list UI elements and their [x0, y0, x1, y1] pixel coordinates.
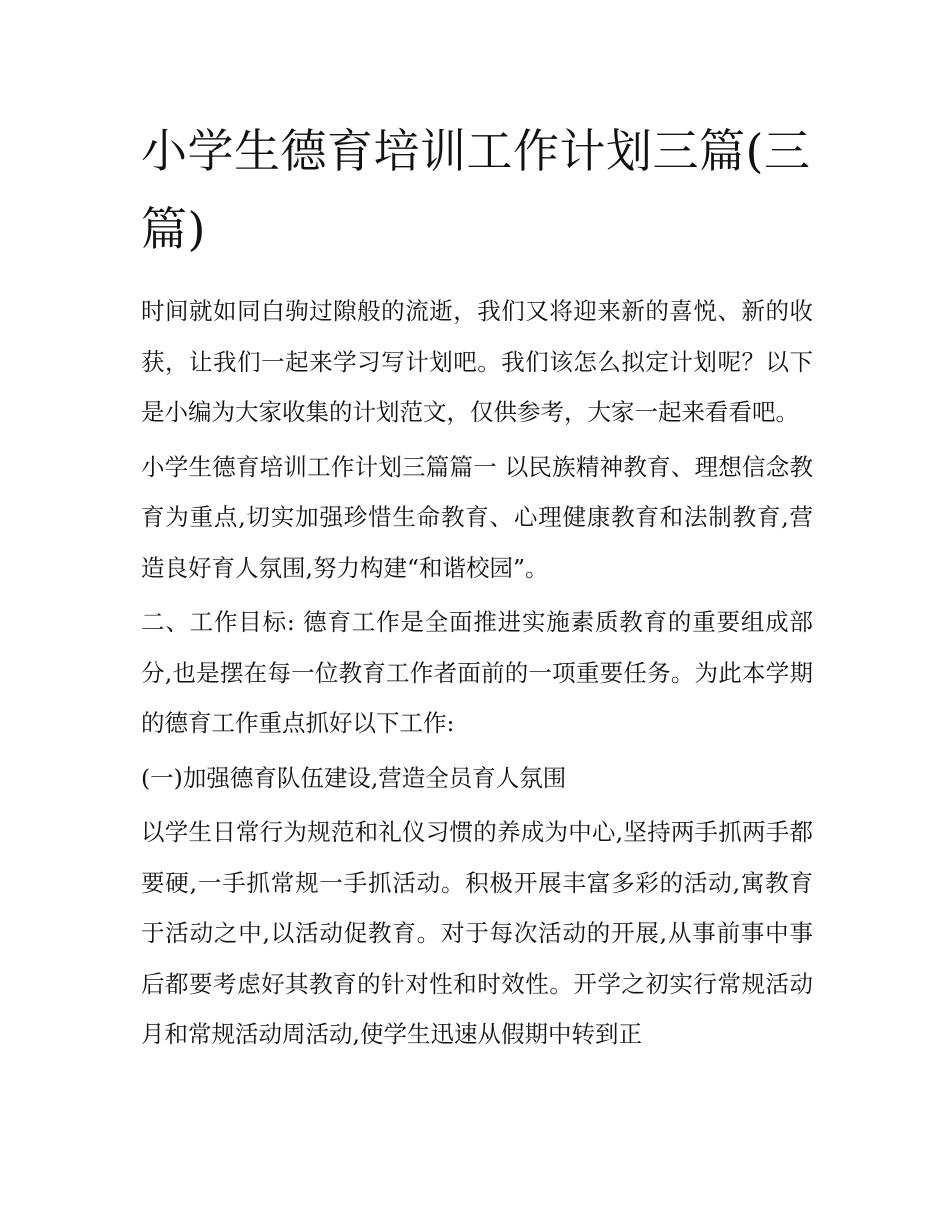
document-title: 小学生德育培训工作计划三篇(三篇)	[141, 124, 811, 256]
document-body	[141, 112, 813, 1064]
paragraph-routine-activities: 以学生日常行为规范和礼仪习惯的养成为中心,坚持两手抓两手都要硬,一手抓常规一手抓活动。积极开展丰富多彩的活动,寓教育于活动之中,以活动促教育。对于每次活动的开展,从事前事中事后都要考虑好其教育的针对性和时效性。开学之初实行常规活动月和常规活动周活动,使学生迅速从假期中转到正	[141, 818, 813, 1048]
paragraph-plan-one: 小学生德育培训工作计划三篇篇一 以民族精神教育、理想信念教育为重点,切实加强珍惜生命教育、心理健康教育和法制教育,营造良好育人氛围,努力构建“和谐校园”。	[141, 452, 813, 582]
paragraph-intro: 时间就如同白驹过隙般的流逝，我们又将迎来新的喜悦、新的收获，让我们一起来学习写计划吧。我们该怎么拟定计划呢？以下是小编为大家收集的计划范文，仅供参考，大家一起来看看吧。	[141, 297, 813, 426]
paragraph-section-heading: (一)加强德育队伍建设,营造全员育人氛围	[141, 763, 567, 792]
paragraph-work-goals: 二、工作目标: 德育工作是全面推进实施素质教育的重要组成部分,也是摆在每一位教育工作者面前的一项重要任务。为此本学期的德育工作重点抓好以下工作:	[141, 608, 813, 737]
